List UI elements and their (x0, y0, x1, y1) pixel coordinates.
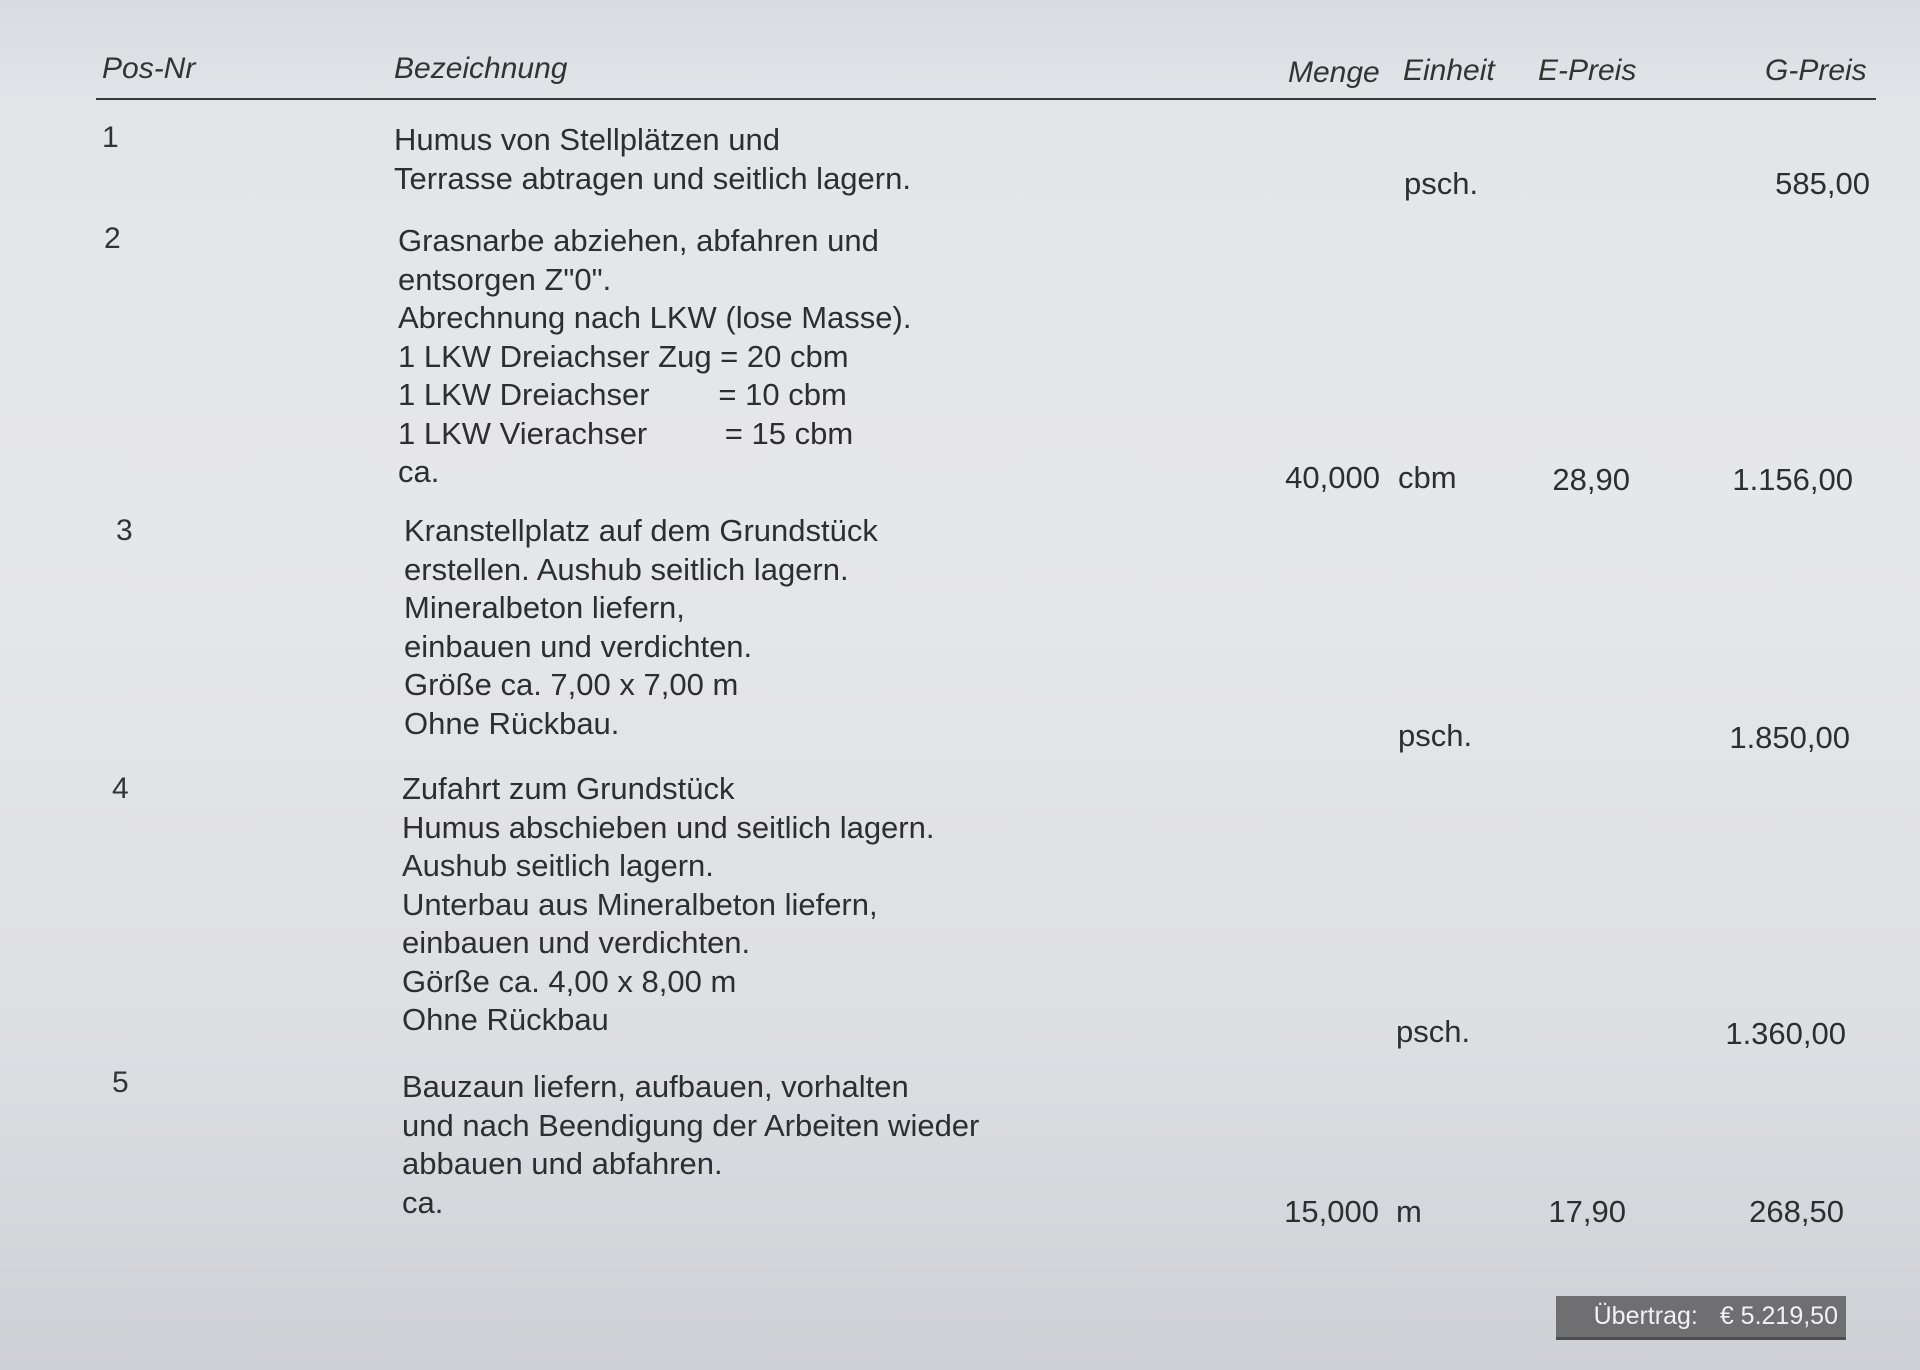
item-1-g-preis: 585,00 (1775, 166, 1870, 201)
item-3-line-2: erstellen. Aushub seitlich lagern. (404, 551, 849, 587)
item-5-pos: 5 (112, 1066, 129, 1099)
header-einheit: Einheit (1403, 54, 1495, 87)
header-rule (96, 98, 1876, 100)
item-5-line-2: und nach Beendigung der Arbeiten wieder (402, 1107, 980, 1143)
item-3-line-5: Größe ca. 7,00 x 7,00 m (404, 667, 739, 702)
item-4-line-6: Görße ca. 4,00 x 8,00 m (402, 963, 737, 999)
carry-over-label: Übertrag: (1593, 1302, 1698, 1330)
item-2-e-preis: 28,90 (1552, 462, 1630, 497)
item-2-line-4: 1 LKW Dreiachser Zug = 20 cbm (398, 338, 849, 374)
carry-over-value: € 5.219,50 (1719, 1302, 1838, 1330)
item-4-description (402, 770, 934, 1040)
item-2-line-3: Abrechnung nach LKW (lose Masse). (398, 300, 912, 335)
item-2-pos: 2 (104, 222, 121, 255)
item-5-g-preis: 268,50 (1749, 1194, 1844, 1229)
item-5-description (402, 1068, 979, 1222)
item-4-line-4: Unterbau aus Mineralbeton liefern, (402, 886, 878, 922)
item-4-line-5: einbauen und verdichten. (402, 925, 751, 960)
item-2-einheit: cbm (1398, 460, 1457, 495)
item-2-line-2: entsorgen Z"0". (398, 261, 612, 297)
item-2-line-5: 1 LKW Dreiachser = 10 cbm (398, 377, 847, 412)
item-2-g-preis: 1.156,00 (1732, 462, 1853, 497)
item-5-menge: 15,000 (1284, 1194, 1379, 1229)
header-pos-nr: Pos-Nr (102, 52, 196, 85)
item-3-line-1: Kranstellplatz auf dem Grundstück (404, 513, 878, 548)
header-bezeichnung: Bezeichnung (394, 52, 568, 85)
item-3-line-6: Ohne Rückbau. (404, 705, 620, 741)
item-3-line-4: einbauen und verdichten. (404, 628, 753, 664)
item-3-line-3: Mineralbeton liefern, (404, 590, 685, 625)
item-2-description (398, 222, 911, 492)
item-2-line-1: Grasnarbe abziehen, abfahren und (398, 223, 879, 258)
item-3-description (404, 512, 878, 743)
item-1-line-2: Terrasse abtragen und seitlich lagern. (394, 160, 911, 196)
item-5-line-3: abbauen und abfahren. (402, 1146, 723, 1181)
carry-over-box (1556, 1296, 1846, 1340)
item-3-pos: 3 (116, 514, 133, 547)
item-3-g-preis: 1.850,00 (1729, 720, 1850, 755)
item-4-line-2: Humus abschieben und seitlich lagern. (402, 809, 935, 845)
item-2-line-6: 1 LKW Vierachser = 15 cbm (398, 415, 854, 451)
item-4-line-3: Aushub seitlich lagern. (402, 848, 714, 883)
item-5-e-preis: 17,90 (1548, 1194, 1626, 1229)
item-5-line-4: ca. (402, 1184, 444, 1220)
item-2-menge: 40,000 (1285, 460, 1380, 495)
item-3-einheit: psch. (1398, 718, 1473, 753)
item-1-pos: 1 (102, 121, 119, 154)
header-menge: Menge (1288, 56, 1380, 89)
item-1-description (394, 121, 911, 198)
header-e-preis: E-Preis (1538, 54, 1637, 87)
item-4-pos: 4 (112, 772, 129, 805)
item-1-line-1: Humus von Stellplätzen und (394, 122, 781, 157)
item-4-g-preis: 1.360,00 (1725, 1016, 1846, 1051)
item-2-line-7: ca. (398, 454, 440, 489)
item-5-einheit: m (1396, 1194, 1422, 1229)
item-4-line-1: Zufahrt zum Grundstück (402, 771, 735, 806)
item-4-einheit: psch. (1396, 1014, 1471, 1049)
item-1-einheit: psch. (1404, 166, 1479, 201)
item-4-line-7: Ohne Rückbau (402, 1002, 609, 1037)
header-g-preis: G-Preis (1765, 54, 1867, 87)
item-5-line-1: Bauzaun liefern, aufbauen, vorhalten (402, 1069, 909, 1104)
